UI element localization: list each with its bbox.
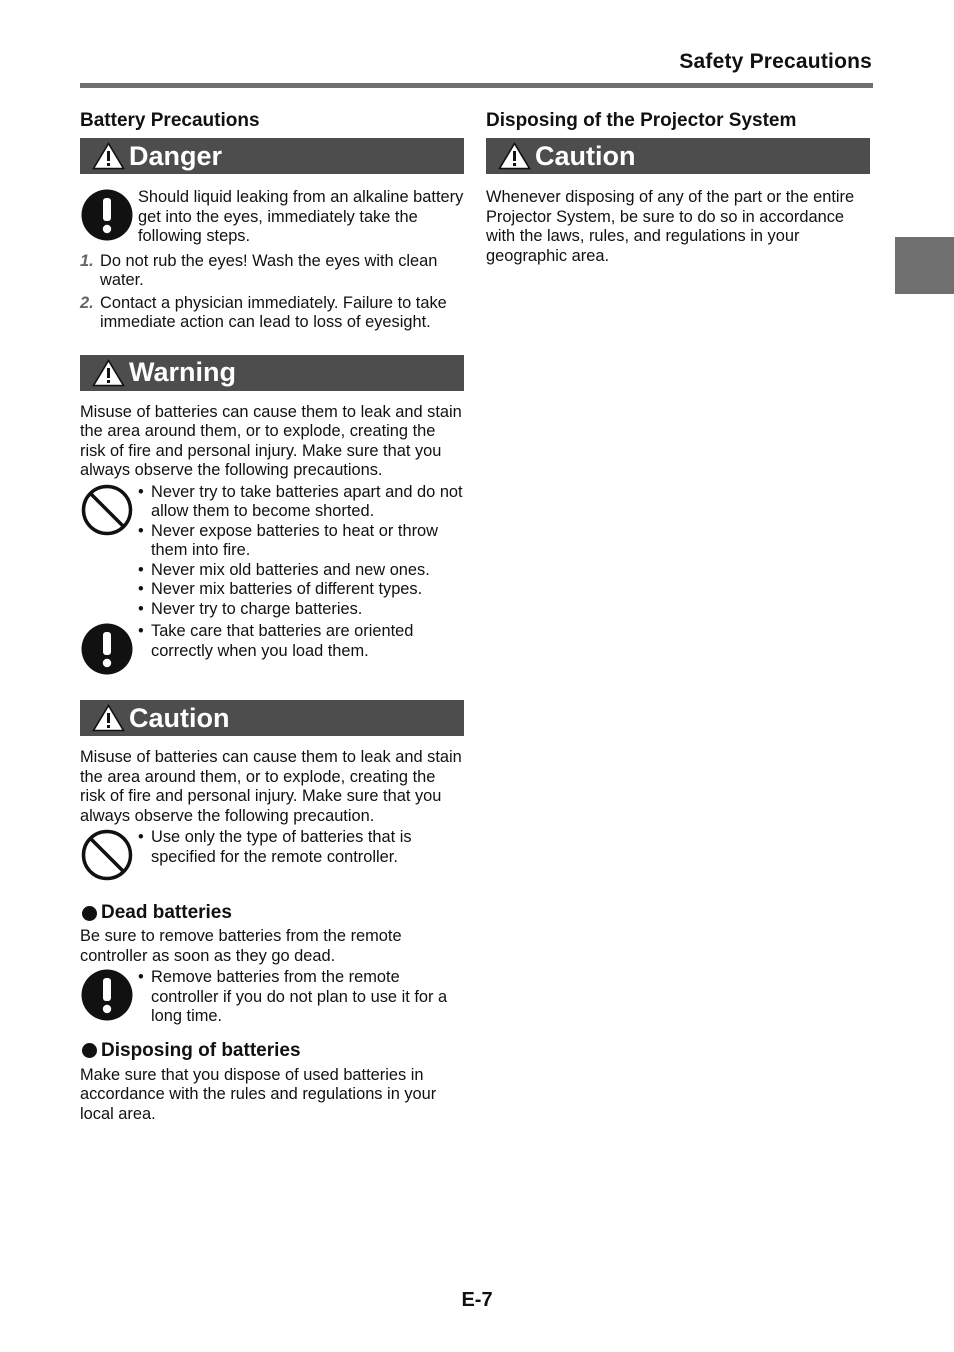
warning-prohibited-list: [138, 483, 464, 620]
warning-triangle-icon: [92, 142, 125, 170]
caution-prohibited-list: [138, 828, 464, 867]
exclamation-circle-icon: [80, 622, 134, 676]
exclamation-circle-icon: [80, 968, 134, 1022]
disposing-batteries-title: Disposing of batteries: [101, 1039, 301, 1061]
warning-bar: [80, 355, 464, 391]
list-item: [80, 252, 464, 291]
caution-bar-right: [486, 138, 870, 174]
step-text: Contact a physician immediately. Failure to take immediate action can lead to loss of eyesight.: [100, 293, 447, 331]
list-item: • Remove batteries from the remote controller if you do not plan to use it for a long time.: [138, 968, 464, 1027]
step-number: 2.: [80, 293, 94, 312]
list-item: • Never expose batteries to heat or throw them into fire.: [138, 522, 464, 561]
side-tab-marker: [895, 237, 954, 294]
list-item: • Never mix old batteries and new ones.: [138, 561, 464, 581]
section-title-battery: Battery Precautions: [80, 110, 260, 131]
dead-mandatory-row: [80, 968, 464, 1027]
list-item: • Never mix batteries of different types.: [138, 580, 464, 600]
page-number: E-7: [461, 1289, 493, 1311]
prohibition-icon: [80, 828, 134, 882]
disposing-system-text: Whenever disposing of any of the part or the entire Projector System, be sure to do so in accordance with the laws, rules, and regulations in your geographic area.: [486, 188, 855, 265]
section-title-disposing: Disposing of the Projector System: [486, 110, 797, 131]
list-item: • Never try to charge batteries.: [138, 600, 464, 620]
header-rule: [80, 83, 873, 88]
dead-batteries-intro: Be sure to remove batteries from the remote controller as soon as they go dead.: [80, 927, 402, 965]
dead-batteries-title: Dead batteries: [101, 902, 232, 923]
prohibition-icon: [80, 483, 134, 537]
page-header-title: Safety Precautions: [679, 50, 872, 73]
warning-prohibited-row: [80, 483, 464, 620]
danger-intro-row: [80, 188, 464, 247]
danger-bar: [80, 138, 464, 174]
caution-bar: [80, 700, 464, 736]
list-item: [80, 294, 464, 333]
danger-intro: Should liquid leaking from an alkaline battery get into the eyes, immediately take the following steps.: [138, 188, 464, 245]
caution-label: Caution: [129, 702, 230, 733]
list-item: • Take care that batteries are oriented correctly when you load them.: [138, 622, 464, 661]
warning-mandatory-row: [80, 622, 464, 676]
warning-label: Warning: [129, 357, 236, 387]
step-number: 1.: [80, 251, 94, 270]
dead-mandatory-list: [138, 968, 464, 1027]
disposing-batteries-text: Make sure that you dispose of used batteries in accordance with the rules and regulations in your local area.: [80, 1065, 437, 1123]
caution-label-right: Caution: [535, 140, 636, 171]
bullet-dot-icon: [82, 1043, 97, 1058]
warning-mandatory-list: [138, 622, 464, 661]
list-item: • Use only the type of batteries that is specified for the remote controller.: [138, 828, 464, 867]
dead-batteries-heading: [80, 901, 464, 925]
disposing-batteries-heading: [80, 1039, 464, 1063]
bullet-dot-icon: [82, 906, 97, 921]
danger-steps: [80, 252, 464, 333]
warning-triangle-icon: [498, 142, 531, 170]
list-item: • Never try to take batteries apart and do not allow them to become shorted.: [138, 483, 464, 522]
step-text: Do not rub the eyes! Wash the eyes with clean water.: [100, 251, 438, 289]
warning-intro: Misuse of batteries can cause them to leak and stain the area around them, or to explode, creating the risk of fire and personal injury. Make sure that you always observe the following precautions.: [80, 402, 462, 479]
caution-intro: Misuse of batteries can cause them to leak and stain the area around them, or to explode, creating the risk of fire and personal injury. Make sure that you always observe the following precaution.: [80, 748, 462, 825]
warning-triangle-icon: [92, 704, 125, 732]
exclamation-circle-icon: [80, 188, 134, 242]
caution-prohibited-row: [80, 828, 464, 882]
warning-triangle-icon: [92, 359, 125, 387]
right-column: [486, 108, 870, 266]
left-column: [80, 108, 464, 1124]
danger-label: Danger: [129, 140, 223, 171]
